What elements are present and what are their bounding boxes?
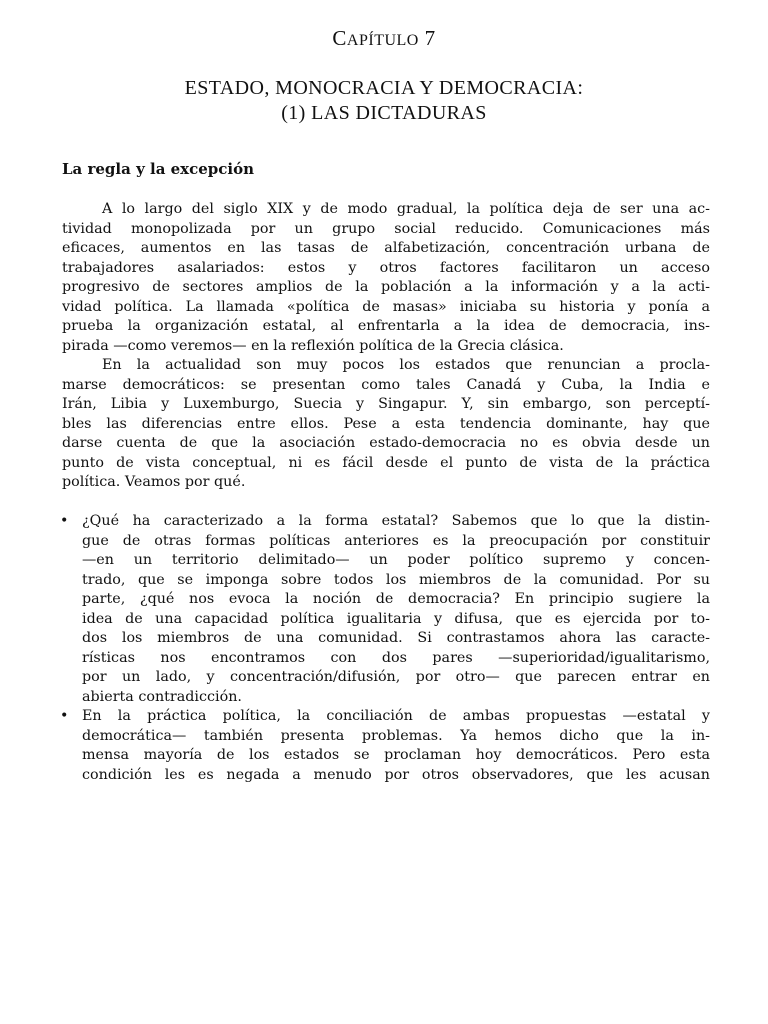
chapter-title bbox=[0, 76, 768, 126]
paragraph-line: darse cuenta de que la asociación estado-democracia no es obvia desde un bbox=[62, 435, 710, 451]
bullet-list bbox=[58, 512, 710, 785]
paragraph-line: pirada —como veremos— en la reflexión política de la Grecia clásica. bbox=[62, 337, 564, 354]
paragraph-2 bbox=[62, 356, 710, 493]
section-heading: La regla y la excepción bbox=[62, 160, 255, 178]
paragraph-line: política. Veamos por qué. bbox=[62, 474, 246, 490]
bullet-line: mensa mayoría de los estados se proclaman hoy democráticos. Pero esta bbox=[82, 747, 710, 763]
paragraph-line: vidad política. La llamada «política de masas» iniciaba su historia y ponía a bbox=[62, 298, 710, 315]
paragraph-line: Irán, Libia y Luxemburgo, Suecia y Singapur. Y, sin embargo, son perceptí- bbox=[62, 396, 710, 412]
paragraph-1 bbox=[62, 200, 710, 356]
bullet-line: trado, que se imponga sobre todos los miembros de la comunidad. Por su bbox=[82, 571, 710, 588]
bullet-line: condición les es negada a menudo por otros observadores, que les acusan bbox=[82, 766, 710, 783]
paragraph-line: progresivo de sectores amplios de la población a la información y a la acti- bbox=[62, 279, 710, 295]
bullet-line: gue de otras formas políticas anteriores es la preocupación por constituir bbox=[82, 532, 710, 549]
bullet-marker: • bbox=[60, 513, 69, 529]
bullet-marker: • bbox=[60, 708, 69, 724]
paragraph-line: marse democráticos: se presentan como tales Canadá y Cuba, la India e bbox=[62, 376, 710, 393]
chapter-title-line-2: (1) LAS DICTADURAS bbox=[281, 102, 487, 124]
bullet-line: democrática— también presenta problemas. Ya hemos dicho que la in- bbox=[82, 727, 710, 744]
bullet-line: idea de una capacidad política igualitaria y difusa, que es ejercida por to- bbox=[82, 610, 710, 627]
bullet-line: En la práctica política, la conciliación de ambas propuestas —estatal y bbox=[82, 708, 710, 724]
bullet-line: por un lado, y concentración/difusión, por otro— que parecen entrar en bbox=[82, 669, 710, 685]
paragraph-line: punto de vista conceptual, ni es fácil desde el punto de vista de la práctica bbox=[62, 454, 710, 471]
paragraph-line: bles las diferencias entre ellos. Pese a esta tendencia dominante, hay que bbox=[62, 415, 710, 432]
bullet-line: dos los miembros de una comunidad. Si contrastamos ahora las caracte- bbox=[82, 630, 710, 646]
bullet-item bbox=[58, 512, 710, 707]
chapter-label-cap: C bbox=[332, 26, 347, 50]
chapter-title-line-1: ESTADO, MONOCRACIA Y DEMOCRACIA: bbox=[184, 77, 584, 99]
bullet-line: ¿Qué ha caracterizado a la forma estatal? Sabemos que lo que la distin- bbox=[82, 513, 710, 529]
paragraph-line: eficaces, aumentos en las tasas de alfabetización, concentración urbana de bbox=[62, 240, 710, 256]
chapter-label bbox=[0, 26, 768, 51]
paragraph-line: A lo largo del siglo XIX y de modo gradual, la política deja de ser una ac- bbox=[102, 201, 710, 217]
paragraph-line: En la actualidad son muy pocos los estados que renuncian a procla- bbox=[102, 357, 710, 373]
chapter-number: 7 bbox=[424, 26, 436, 50]
chapter-label-rest: APÍTULO bbox=[346, 32, 419, 49]
bullet-item bbox=[58, 707, 710, 785]
bullet-line: parte, ¿qué nos evoca la noción de democracia? En principio sugiere la bbox=[82, 591, 710, 607]
paragraph-line: prueba la organización estatal, al enfrentarla a la idea de democracia, ins- bbox=[62, 318, 710, 334]
bullet-line: abierta contradicción. bbox=[82, 688, 242, 705]
paragraph-line: tividad monopolizada por un grupo social reducido. Comunicaciones más bbox=[62, 220, 710, 237]
bullet-line: —en un territorio delimitado— un poder político supremo y concen- bbox=[82, 552, 710, 568]
bullet-line: rísticas nos encontramos con dos pares —superioridad/igualitarismo, bbox=[82, 649, 710, 666]
paragraph-line: trabajadores asalariados: estos y otros factores facilitaron un acceso bbox=[62, 259, 710, 276]
